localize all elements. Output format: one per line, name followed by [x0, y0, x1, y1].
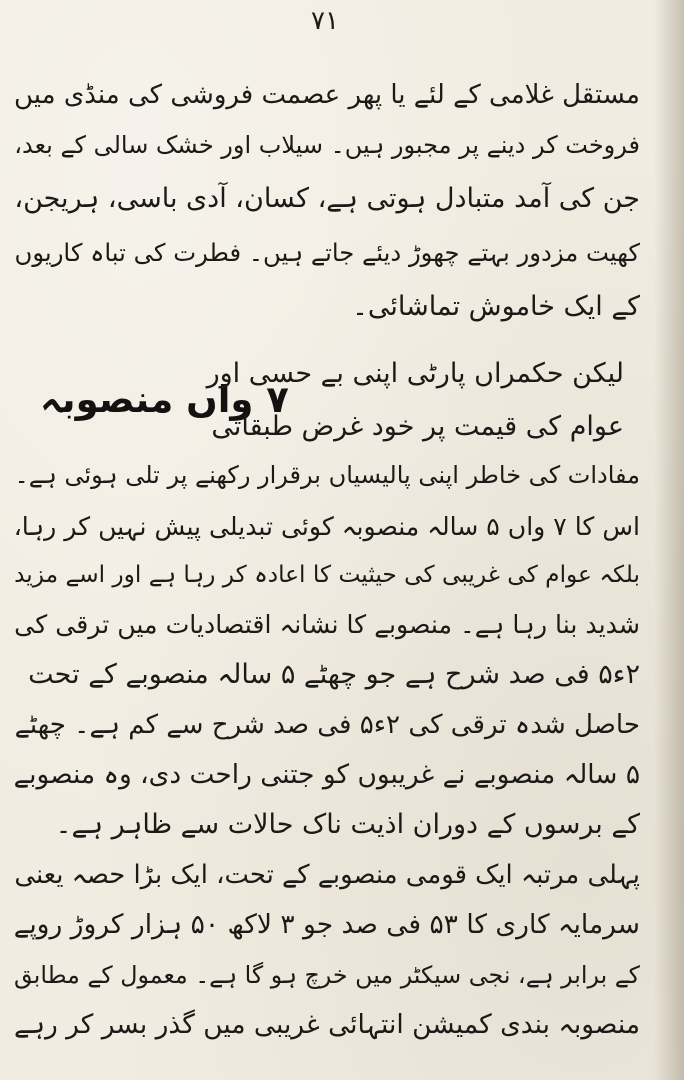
text-line: ۵ سالہ منصوبے نے غریبوں کو جتنی راحت دی، وہ منصوبے: [13, 759, 640, 790]
text-line: جن کی آمد متبادل ہوتی ہے، کسان، آدی باسی، ہریجن،: [14, 183, 640, 214]
text-line: پہلی مرتبہ ایک قومی منصوبے کے تحت، ایک بڑا حصہ یعنی: [14, 860, 640, 890]
text-line: مفادات کی خاطر اپنی پالیسیاں برقرار رکھنے پر تلی ہوئی ہے۔: [14, 461, 640, 489]
page-number: ۷۱: [311, 6, 339, 36]
text-line: کھیت مزدور بہتے چھوڑ دیئے جاتے ہیں۔ فطرت کی تباہ کاریوں: [14, 238, 640, 267]
page-edge-shadow: [654, 0, 684, 1080]
text-line: کے برابر ہے، نجی سیکٹر میں خرچ ہو گا ہے۔ معمول کے مطابق: [13, 961, 640, 989]
text-line: اس کا ۷ واں ۵ سالہ منصوبہ کوئی تبدیلی پیش نہیں کر رہا،: [13, 512, 640, 541]
text-line: کے برسوں کے دوران اذیت ناک حالات سے ظاہر ہے۔: [55, 809, 640, 840]
text-line: عوام کی قیمت پر خود غرض طبقاتی: [211, 411, 624, 442]
text-line: ۲ء۵ فی صد شرح ہے جو چھٹے ۵ سالہ منصوبے کے تحت: [28, 659, 640, 690]
text-line: سرمایہ کاری کا ۵۳ فی صد جو ۳ لاکھ ۵۰ ہزار کروڑ روپے: [13, 909, 640, 940]
text-line: بلکہ عوام کی غریبی کی حیثیت کا اعادہ کر رہا ہے اور اسے مزید: [14, 561, 640, 588]
text-line: فروخت کر دینے پر مجبور ہیں۔ سیلاب اور خشک سالی کے بعد،: [14, 131, 640, 159]
text-line: منصوبہ بندی کمیشن انتہائی غریبی میں گذر بسر کر رہے: [13, 1009, 640, 1040]
text-line: لیکن حکمراں پارٹی اپنی بے حسی اور: [206, 358, 624, 389]
text-line: مستقل غلامی کے لئے یا پھر عصمت فروشی کی منڈی میں: [13, 80, 640, 110]
text-line: کے ایک خاموش تماشائی۔: [352, 291, 640, 322]
section-heading: ۷ واں منصوبہ: [40, 378, 289, 421]
text-line: حاصل شدہ ترقی کی ۲ء۵ فی صد شرح سے کم ہے۔ چھٹے: [14, 710, 640, 740]
text-line: شدید بنا رہا ہے۔ منصوبے کا نشانہ اقتصادیات میں ترقی کی: [14, 610, 640, 639]
